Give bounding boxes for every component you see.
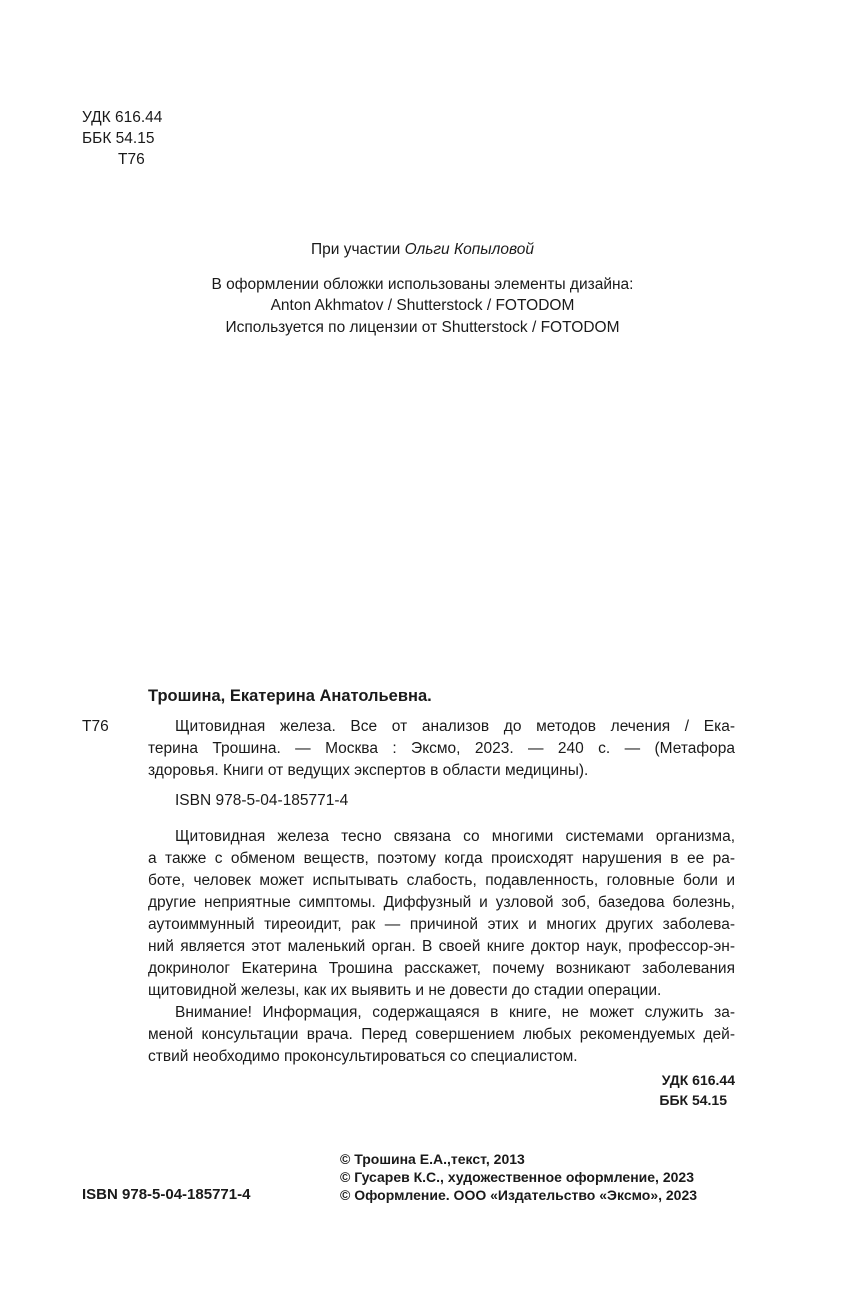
annotation-line: другие неприятные симптомы. Диффузный и узловой зоб, базедова болезнь,	[148, 894, 735, 911]
annotation-line: аутоиммунный тиреоидит, рак — причиной этих и многих других заболева-	[148, 916, 735, 933]
warning-line: меной консультации врача. Перед совершением любых рекомендуемых дей-	[148, 1026, 735, 1043]
bbk-code: ББК 54.15	[82, 130, 155, 147]
catalog-udk: УДК 616.44	[661, 1072, 735, 1088]
catalog-isbn: ISBN 978-5-04-185771-4	[175, 792, 349, 809]
catalog-mark: Т76	[82, 718, 109, 735]
author-heading: Трошина, Екатерина Анатольевна.	[148, 687, 432, 705]
description-line: здоровья. Книги от ведущих экспертов в области медицины).	[148, 762, 589, 779]
annotation-line: щитовидной железы, как их выявить и не довести до стадии операции.	[148, 982, 662, 999]
annotation-line: ний является этот маленький орган. В своей книге доктор наук, профессор-эн-	[148, 938, 735, 955]
annotation-line: а также с обменом веществ, поэтому когда происходят нарушения в ее ра-	[148, 850, 735, 867]
footer-isbn: ISBN 978-5-04-185771-4	[82, 1186, 251, 1203]
annotation-line: Щитовидная железа тесно связана со многими системами организма,	[175, 828, 735, 845]
cover-credit-line: Используется по лицензии от Shutterstock / FOTODOM	[225, 319, 620, 336]
catalog-bbk: ББК 54.15	[659, 1092, 727, 1108]
description-line: терина Трошина. — Москва : Эксмо, 2023. — 240 с. — (Метафора	[148, 740, 735, 757]
annotation-line: боте, человек может испытывать слабость, подавленность, головные боли и	[148, 872, 735, 889]
warning-line: Внимание! Информация, содержащаяся в книге, не может служить за-	[175, 1004, 735, 1021]
copyright-line: © Гусарев К.С., художественное оформление, 2023	[340, 1169, 694, 1185]
description-line: Щитовидная железа. Все от анализов до методов лечения / Ека-	[175, 718, 735, 735]
cover-credit-line: В оформлении обложки использованы элементы дизайна:	[211, 276, 634, 293]
participation-prefix: При участии	[310, 241, 405, 258]
udk-code: УДК 616.44	[82, 109, 163, 126]
copyright-line: © Оформление. ООО «Издательство «Эксмо», 2023	[340, 1187, 698, 1203]
cover-credit-line: Anton Akhmatov / Shutterstock / FOTODOM	[270, 297, 575, 314]
participation-credit	[0, 240, 845, 260]
copyright-line: © Трошина Е.А.,текст, 2013	[340, 1151, 525, 1167]
author-mark: Т76	[118, 151, 145, 168]
warning-line: ствий необходимо проконсультироваться со специалистом.	[148, 1048, 578, 1065]
annotation-line: докринолог Екатерина Трошина расскажет, почему возникают заболевания	[148, 960, 735, 977]
participation-name: Ольги Копыловой	[404, 241, 535, 258]
